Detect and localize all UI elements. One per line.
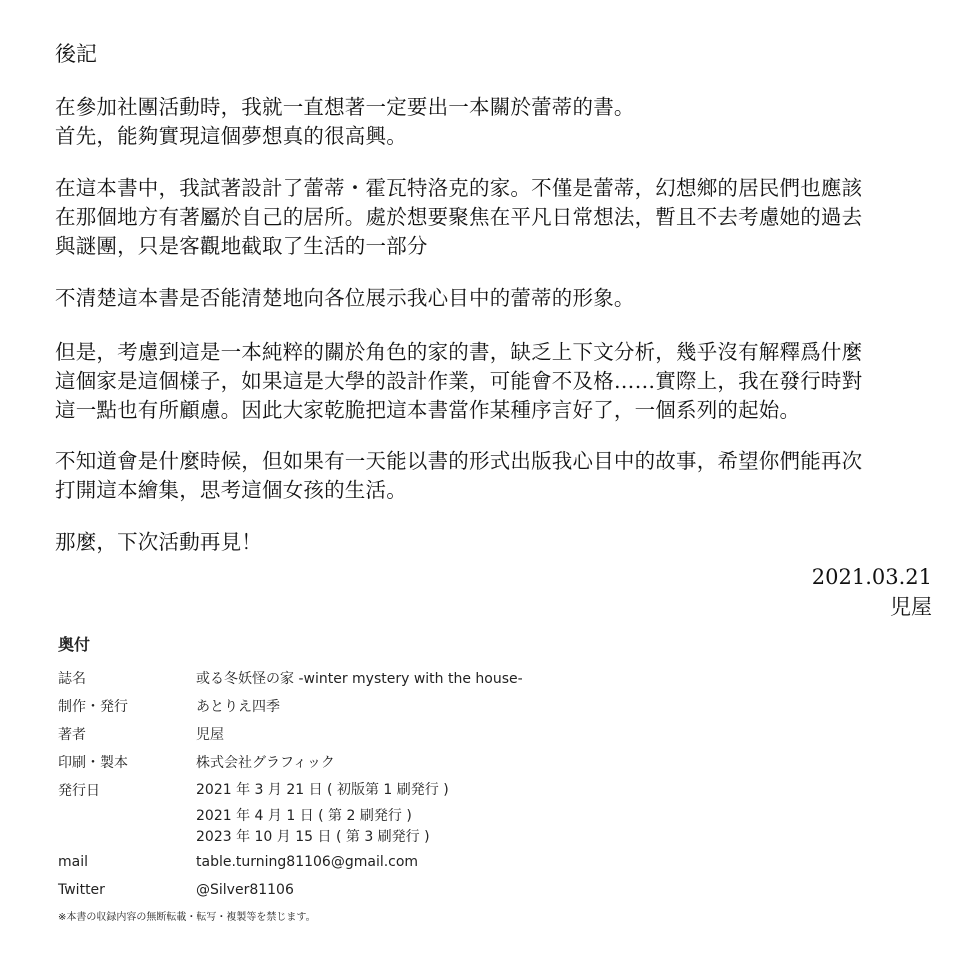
paragraph-line: 那麼，下次活動再見！ [55, 530, 262, 554]
afterword-title: 後記 [55, 42, 97, 66]
paragraph-4 [55, 338, 935, 425]
paragraph-5 [55, 447, 935, 505]
colophon-row-date [58, 777, 658, 848]
colophon-label: 制作・発行 [58, 699, 128, 715]
colophon-value: あとりえ四季 [196, 699, 280, 715]
issue-date-3: 2023 年 10 月 15 日 ( 第 3 刷発行 ) [196, 829, 430, 845]
colophon-label: 発行日 [58, 783, 100, 799]
colophon-value: 株式会社グラフィック [196, 755, 335, 771]
colophon-row-author [58, 721, 658, 749]
paragraph-2 [55, 174, 935, 261]
paragraph-line: 與謎團，只是客觀地截取了生活的一部分 [55, 234, 428, 258]
copyright-notice: ※本書の収録内容の無断転載・転写・複製等を禁じます。 [58, 912, 316, 923]
colophon-heading: 奥付 [58, 635, 91, 654]
colophon-row-mail [58, 848, 658, 876]
colophon-row-publisher [58, 693, 658, 721]
paragraph-3 [55, 284, 935, 313]
paragraph-line: 不知道會是什麼時候，但如果有一天能以書的形式出版我心目中的故事，希望你們能再次 [55, 449, 863, 473]
colophon-value [196, 777, 658, 848]
signature-author: 児屋 [890, 595, 932, 619]
paragraph-line: 在那個地方有著屬於自己的居所。處於想要聚焦在平凡日常想法，暫且不去考慮她的過去 [55, 205, 863, 229]
colophon-label: mail [58, 854, 88, 870]
colophon-row-twitter [58, 876, 658, 904]
paragraph-line: 打開這本繪集，思考這個女孩的生活。 [55, 478, 407, 502]
paragraph-line: 首先，能夠實現這個夢想真的很高興。 [55, 124, 407, 148]
colophon-value: 児屋 [196, 727, 224, 743]
colophon-row-printer [58, 749, 658, 777]
paragraph-6 [55, 528, 935, 557]
issue-date-2: 2021 年 4 月 1 日 ( 第 2 刷発行 ) [196, 808, 412, 824]
signature-date: 2021.03.21 [811, 565, 932, 589]
issue-date-1: 2021 年 3 月 21 日 ( 初版第 1 刷発行 ) [196, 782, 449, 798]
colophon-label: 著者 [58, 727, 86, 743]
paragraph-line: 在這本書中，我試著設計了蕾蒂・霍瓦特洛克的家。不僅是蕾蒂，幻想鄉的居民們也應該 [55, 176, 863, 200]
colophon-value: table.turning81106@gmail.com [196, 854, 419, 870]
paragraph-line: 這個家是這個樣子，如果這是大學的設計作業，可能會不及格……實際上，我在發行時對 [55, 369, 863, 393]
colophon-label: 印刷・製本 [58, 755, 128, 771]
paragraph-line: 在參加社團活動時，我就一直想著一定要出一本關於蕾蒂的書。 [55, 95, 635, 119]
signature-block [812, 562, 932, 622]
paragraph-1 [55, 93, 935, 151]
colophon-value: @Silver81106 [196, 882, 294, 898]
paragraph-line: 但是，考慮到這是一本純粹的關於角色的家的書，缺乏上下文分析，幾乎沒有解釋爲什麼 [55, 340, 863, 364]
colophon-row-title [58, 665, 658, 693]
paragraph-line: 這一點也有所顧慮。因此大家乾脆把這本書當作某種序言好了，一個系列的起始。 [55, 398, 801, 422]
colophon-label: 誌名 [58, 671, 86, 687]
colophon [58, 632, 658, 923]
colophon-label: Twitter [58, 882, 105, 898]
paragraph-line: 不清楚這本書是否能清楚地向各位展示我心目中的蕾蒂的形象。 [55, 286, 635, 310]
colophon-value: 或る冬妖怪の家 -winter mystery with the house- [196, 671, 523, 687]
